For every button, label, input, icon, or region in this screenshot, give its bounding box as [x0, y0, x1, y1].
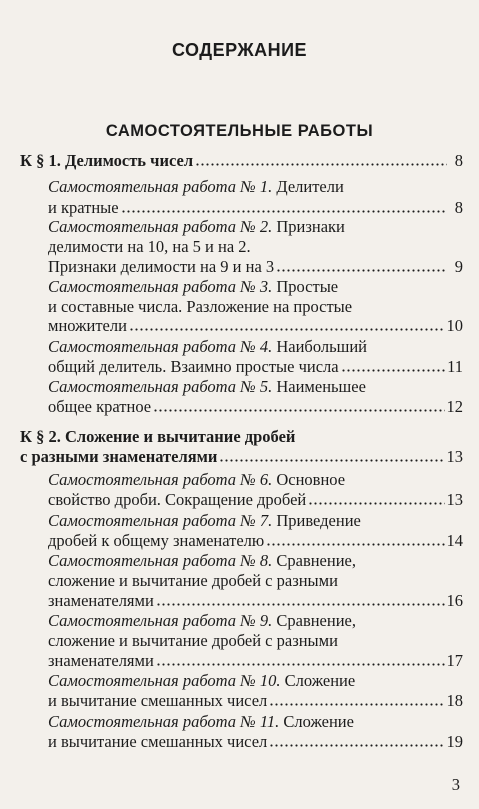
- page-ref: 11: [447, 357, 463, 376]
- section-label: с разными знаменателями: [20, 447, 218, 466]
- item-text: Сложение: [279, 712, 354, 731]
- item-text: знаменателями: [48, 591, 154, 610]
- toc-section-2-line2[interactable]: [20, 446, 463, 468]
- toc-item-3-line1[interactable]: [48, 276, 463, 298]
- work-title: Самостоятельная работа № 1.: [48, 177, 273, 196]
- work-title: Самостоятельная работа № 8.: [48, 551, 273, 570]
- page-title: СОДЕРЖАНИЕ: [171, 40, 308, 60]
- leader-dots: [153, 407, 444, 413]
- toc-item-4-line2[interactable]: [48, 356, 463, 378]
- toc-item-8-line2: [48, 570, 463, 592]
- toc-item-2-line1[interactable]: [48, 216, 463, 238]
- item-text: сложение и вычитание дробей с разными: [48, 631, 338, 650]
- item-text: и вычитание смешанных чисел: [48, 732, 268, 751]
- leader-dots: [219, 457, 444, 463]
- leader-dots: [269, 742, 444, 748]
- toc-item-10-line1[interactable]: [48, 670, 463, 692]
- item-text: Наименьшее: [272, 377, 366, 396]
- work-title: Самостоятельная работа № 10.: [48, 671, 281, 690]
- toc-section-1[interactable]: [20, 150, 463, 172]
- page-ref: 8: [454, 151, 463, 170]
- toc-item-2-line2: [48, 236, 463, 258]
- toc-item-5-line2[interactable]: [48, 396, 463, 418]
- work-title: Самостоятельная работа № 3.: [48, 277, 273, 296]
- toc-item-10-line2[interactable]: [48, 690, 463, 712]
- toc-item-6-line2[interactable]: [48, 489, 463, 511]
- item-text: и кратные: [48, 198, 119, 217]
- toc-section-2-line1[interactable]: [20, 426, 463, 448]
- toc-item-9-line2: [48, 630, 463, 652]
- leader-dots: [341, 367, 446, 373]
- toc-item-7-line1[interactable]: [48, 510, 463, 532]
- toc-item-3-line3[interactable]: [48, 315, 463, 337]
- page-number: 3: [451, 775, 460, 794]
- toc-item-4-line1[interactable]: [48, 336, 463, 358]
- item-text: Признаки делимости на 9 и на 3: [48, 257, 275, 276]
- item-text: Сложение: [280, 671, 356, 690]
- item-text: Приведение: [272, 511, 361, 530]
- item-text: Основное: [272, 470, 346, 489]
- leader-dots: [195, 161, 447, 167]
- item-text: сложение и вычитание дробей с разными: [48, 571, 338, 590]
- leader-dots: [156, 601, 445, 607]
- leader-dots: [266, 541, 444, 547]
- section-label: К § 2. Сложение и вычитание дробей: [20, 427, 296, 446]
- toc-item-11-line2[interactable]: [48, 731, 463, 753]
- leader-dots: [308, 500, 444, 506]
- toc-item-2-line3[interactable]: [48, 256, 463, 278]
- item-text: и составные числа. Разложение на простые: [48, 297, 353, 316]
- leader-dots: [156, 661, 445, 667]
- leader-dots: [129, 326, 445, 332]
- item-text: множители: [48, 316, 127, 335]
- page-ref: 19: [446, 732, 463, 751]
- item-text: свойство дроби. Сокращение дробей: [48, 490, 307, 509]
- page-ref: 13: [446, 447, 463, 466]
- toc-item-8-line3[interactable]: [48, 590, 463, 612]
- item-text: знаменателями: [48, 651, 154, 670]
- toc-item-9-line3[interactable]: [48, 650, 463, 672]
- page-ref: 9: [454, 257, 463, 276]
- page-ref: 17: [446, 651, 463, 670]
- page-subtitle: САМОСТОЯТЕЛЬНЫЕ РАБОТЫ: [105, 122, 374, 140]
- page-ref: 8: [454, 198, 463, 217]
- leader-dots: [276, 267, 447, 273]
- toc-item-9-line1[interactable]: [48, 610, 463, 632]
- toc-item-5-line1[interactable]: [48, 376, 463, 398]
- item-text: делимости на 10, на 5 и на 2.: [48, 237, 251, 256]
- toc-item-1-line1[interactable]: [48, 176, 463, 198]
- item-text: Сравнение,: [272, 551, 356, 570]
- work-title: Самостоятельная работа № 4.: [48, 337, 273, 356]
- item-text: дробей к общему знаменателю: [48, 531, 265, 550]
- toc-item-11-line1[interactable]: [48, 711, 463, 733]
- work-title: Самостоятельная работа № 9.: [48, 611, 273, 630]
- leader-dots: [269, 701, 444, 707]
- work-title: Самостоятельная работа № 6.: [48, 470, 273, 489]
- work-title: Самостоятельная работа № 2.: [48, 217, 273, 236]
- toc-item-7-line2[interactable]: [48, 530, 463, 552]
- section-label: К § 1. Делимость чисел: [20, 151, 194, 170]
- item-text: Признаки: [272, 217, 345, 236]
- page-ref: 18: [446, 691, 463, 710]
- item-text: Простые: [272, 277, 339, 296]
- toc-item-8-line1[interactable]: [48, 550, 463, 572]
- work-title: Самостоятельная работа № 11.: [48, 712, 280, 731]
- page-ref: 13: [446, 490, 463, 509]
- work-title: Самостоятельная работа № 7.: [48, 511, 273, 530]
- toc-item-6-line1[interactable]: [48, 469, 463, 491]
- leader-dots: [121, 208, 447, 214]
- item-text: Делители: [272, 177, 344, 196]
- page-ref: 14: [446, 531, 463, 550]
- page-ref: 10: [446, 316, 463, 335]
- work-title: Самостоятельная работа № 5.: [48, 377, 273, 396]
- item-text: Наибольший: [272, 337, 367, 356]
- page-ref: 16: [446, 591, 463, 610]
- page-ref: 12: [446, 397, 463, 416]
- item-text: Сравнение,: [272, 611, 356, 630]
- item-text: общее кратное: [48, 397, 152, 416]
- item-text: общий делитель. Взаимно простые числа: [48, 357, 339, 376]
- item-text: и вычитание смешанных чисел: [48, 691, 268, 710]
